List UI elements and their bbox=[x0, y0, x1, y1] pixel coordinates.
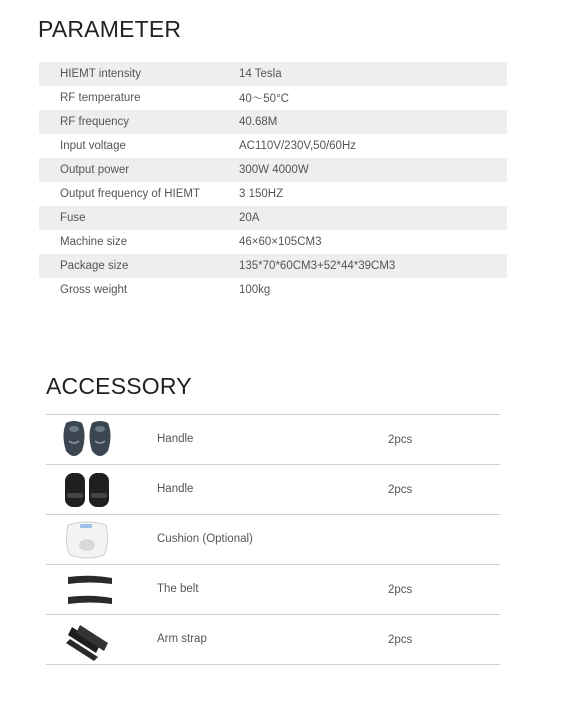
param-value: 135*70*60CM3+52*44*39CM3 bbox=[239, 260, 396, 272]
param-row bbox=[39, 110, 507, 134]
param-value: 46×60×105CM3 bbox=[239, 236, 322, 248]
param-row bbox=[39, 62, 507, 86]
param-key: Package size bbox=[60, 260, 129, 272]
param-value: 300W 4000W bbox=[239, 164, 309, 176]
param-value: 14 Tesla bbox=[239, 68, 282, 80]
handle-pair-icon bbox=[60, 419, 114, 461]
param-row bbox=[39, 206, 507, 230]
accessory-name: Handle bbox=[157, 433, 194, 445]
accessory-row bbox=[46, 615, 500, 665]
param-value: 40～50°C bbox=[239, 93, 289, 105]
accessory-name: Handle bbox=[157, 483, 194, 495]
param-key: Output frequency of HIEMT bbox=[60, 188, 200, 200]
param-row bbox=[39, 158, 507, 182]
accessory-name: Cushion (Optional) bbox=[157, 533, 253, 545]
accessory-title: ACCESSORY bbox=[46, 373, 192, 399]
param-key: Input voltage bbox=[60, 140, 126, 152]
param-key: Gross weight bbox=[60, 284, 128, 296]
belt-icon bbox=[60, 569, 114, 611]
accessory-row bbox=[46, 565, 500, 615]
param-key: HIEMT intensity bbox=[60, 68, 141, 80]
param-value: 20A bbox=[239, 212, 260, 224]
param-key: Fuse bbox=[60, 212, 86, 224]
param-row bbox=[39, 230, 507, 254]
accessory-qty: 2pcs bbox=[388, 584, 413, 596]
accessory-qty: 2pcs bbox=[388, 434, 413, 446]
accessory-name: The belt bbox=[157, 583, 199, 595]
param-value: 100kg bbox=[239, 284, 271, 296]
param-key: Output power bbox=[60, 164, 130, 176]
accessory-row bbox=[46, 415, 500, 465]
param-value: 3 150HZ bbox=[239, 188, 284, 200]
accessory-name: Arm strap bbox=[157, 633, 207, 645]
param-key: RF frequency bbox=[60, 116, 130, 128]
param-row bbox=[39, 182, 507, 206]
accessory-row bbox=[46, 465, 500, 515]
param-row bbox=[39, 134, 507, 158]
param-row bbox=[39, 86, 507, 110]
accessory-row bbox=[46, 515, 500, 565]
parameter-title: PARAMETER bbox=[38, 16, 182, 42]
param-row bbox=[39, 254, 507, 278]
param-value: 40.68M bbox=[239, 116, 278, 128]
arm-strap-icon bbox=[60, 619, 114, 661]
accessory-qty: 2pcs bbox=[388, 484, 413, 496]
param-value: AC110V/230V,50/60Hz bbox=[239, 140, 357, 152]
param-key: RF temperature bbox=[60, 92, 141, 104]
param-row bbox=[39, 278, 507, 302]
parameter-table bbox=[39, 62, 507, 302]
accessory-qty: 2pcs bbox=[388, 634, 413, 646]
cushion-icon bbox=[60, 519, 114, 561]
accessory-table bbox=[46, 414, 500, 665]
handle-pair-dark-icon bbox=[60, 469, 114, 511]
param-key: Machine size bbox=[60, 236, 128, 248]
